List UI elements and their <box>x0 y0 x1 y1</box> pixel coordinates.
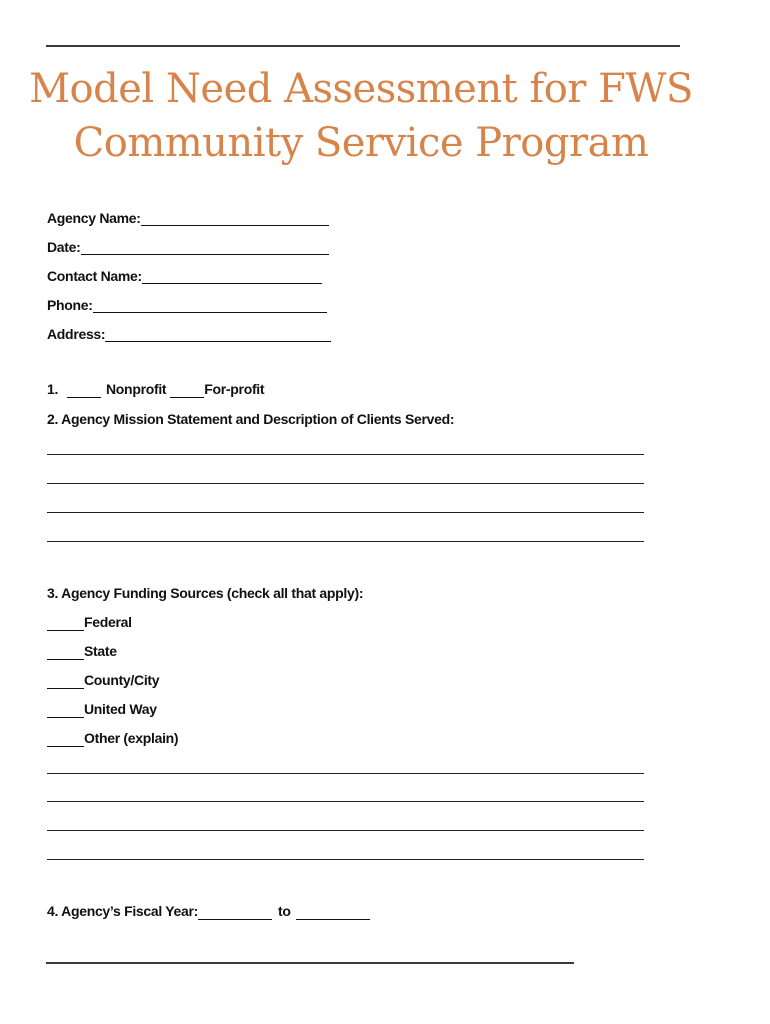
q4-row <box>47 902 370 920</box>
title-line-1: Model Need Assessment for FWS <box>29 66 693 112</box>
fiscal-year-end-field[interactable] <box>296 905 370 920</box>
bottom-rule <box>46 962 574 964</box>
state-label: State <box>84 643 117 659</box>
federal-label: Federal <box>84 614 132 630</box>
contact-name-row <box>47 264 322 284</box>
other-blank[interactable] <box>47 732 84 747</box>
mission-line-4[interactable] <box>47 541 644 542</box>
other-explain-line-2[interactable] <box>47 801 644 802</box>
fiscal-year-start-field[interactable] <box>198 905 272 920</box>
county-city-blank[interactable] <box>47 674 84 689</box>
county-city-label: County/City <box>84 672 160 688</box>
q3-label: 3. Agency Funding Sources (check all that apply): <box>47 585 364 601</box>
contact-name-label: Contact Name: <box>47 268 142 284</box>
other-explain-line-1[interactable] <box>47 773 644 774</box>
fiscal-year-to-label: to <box>278 903 291 919</box>
funding-option-state <box>47 642 117 660</box>
contact-name-field[interactable] <box>142 269 322 284</box>
date-label: Date: <box>47 239 81 255</box>
date-field[interactable] <box>81 240 329 255</box>
phone-field[interactable] <box>93 298 327 313</box>
q4-label: 4. Agency’s Fiscal Year: <box>47 903 199 919</box>
funding-option-county-city <box>47 671 159 689</box>
funding-option-other <box>47 729 178 747</box>
date-row <box>47 235 329 255</box>
phone-row <box>47 293 327 313</box>
address-label: Address: <box>47 326 106 342</box>
q2-label: 2. Agency Mission Statement and Description of Clients Served: <box>47 411 455 427</box>
other-label: Other (explain) <box>84 730 179 746</box>
title-line-2: Community Service Program <box>73 120 649 166</box>
page-title <box>0 62 722 170</box>
nonprofit-blank[interactable] <box>67 383 101 398</box>
mission-line-1[interactable] <box>47 454 644 455</box>
q1-number: 1. <box>47 381 59 397</box>
other-explain-line-4[interactable] <box>47 859 644 860</box>
federal-blank[interactable] <box>47 616 84 631</box>
funding-option-federal <box>47 613 132 631</box>
forprofit-blank[interactable] <box>170 383 204 398</box>
address-row <box>47 322 331 342</box>
united-way-blank[interactable] <box>47 703 84 718</box>
funding-option-united-way <box>47 700 157 718</box>
united-way-label: United Way <box>84 701 157 717</box>
other-explain-line-3[interactable] <box>47 830 644 831</box>
top-rule <box>46 45 680 47</box>
state-blank[interactable] <box>47 645 84 660</box>
agency-name-row <box>47 206 329 226</box>
mission-line-2[interactable] <box>47 483 644 484</box>
mission-line-3[interactable] <box>47 512 644 513</box>
agency-name-label: Agency Name: <box>47 210 141 226</box>
address-field[interactable] <box>105 327 331 342</box>
nonprofit-label: Nonprofit <box>106 381 167 397</box>
q1-row <box>47 380 264 398</box>
phone-label: Phone: <box>47 297 93 313</box>
forprofit-label: For-profit <box>204 381 265 397</box>
agency-name-field[interactable] <box>141 211 329 226</box>
